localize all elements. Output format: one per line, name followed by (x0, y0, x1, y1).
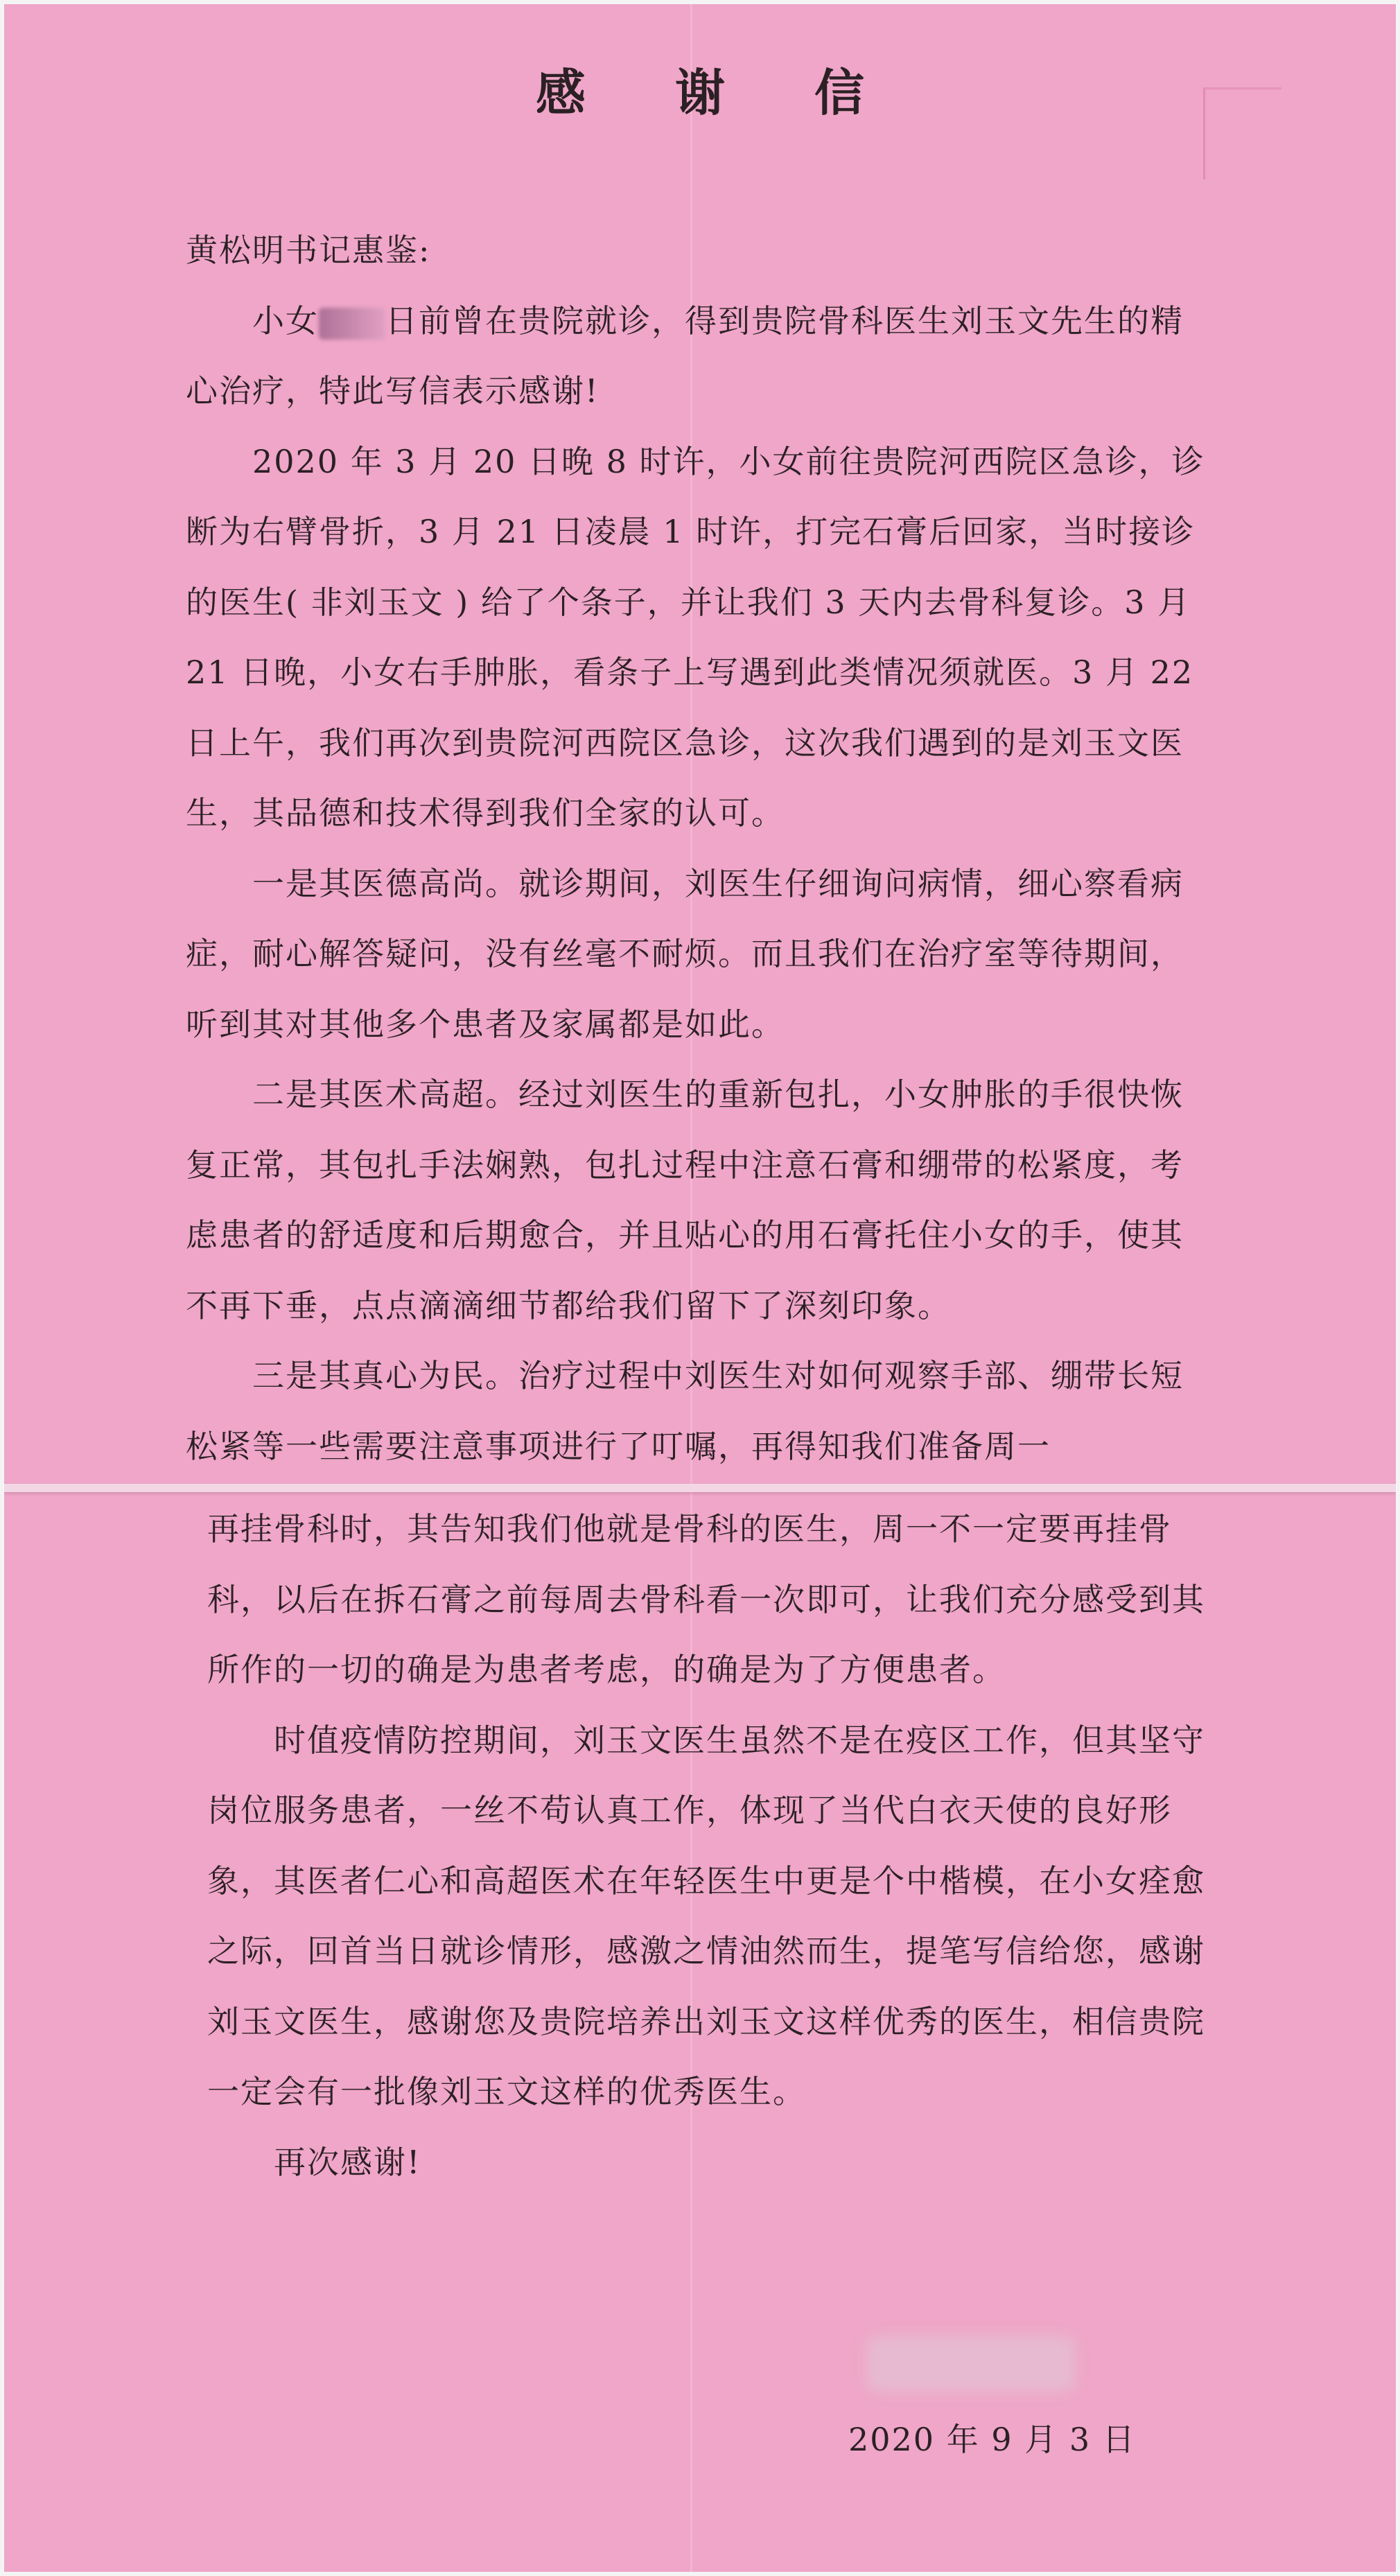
letter-body-upper (186, 216, 1211, 1482)
paragraph-intro-start: 小女 (252, 301, 319, 340)
paragraph-dedication: 三是其真心为民。治疗过程中刘医生对如何观察手部、绷带长短松紧等一些需要注意事项进行了叮嘱，再得知我们准备周一 (186, 1357, 1184, 1465)
paragraph-skill: 二是其医术高超。经过刘医生的重新包扎，小女肿胀的手很快恢复正常，其包扎手法娴熟，包扎过程中注意石膏和绷带的松紧度，考虑患者的舒适度和后期愈合，并且贴心的用石膏托住小女的手，使其不再下垂，点点滴滴细节都给我们留下了深刻印象。 (186, 1076, 1184, 1324)
letter-date: 2020 年 9 月 3 日 (848, 2421, 1136, 2458)
letter-body-lower (207, 1494, 1233, 2198)
letter-title: 感 谢 信 (535, 64, 901, 122)
redacted-name (319, 308, 385, 340)
paper-fold-horizontal (4, 1484, 1396, 1492)
paragraph-ethics: 一是其医德高尚。就诊期间，刘医生仔细询问病情，细心察看病症，耐心解答疑问，没有丝毫不耐烦。而且我们在治疗室等待期间，听到其对其他多个患者及家属都是如此。 (186, 864, 1184, 1043)
paragraph-visit: 2020 年 3 月 20 日晚 8 时许，小女前往贵院河西院区急诊，诊断为右臂骨折，3 月 21 日凌晨 1 时许，打完石膏后回家，当时接诊的医生( 非刘玉文 ) 给了个条子，并让我们 3 天内去骨科复诊。3 月 21 日晚，小女右手肿胀，看条子上写遇到此类情况须就医。3 月 22 日上午，我们再次到贵院河西院区急诊，这次我们遇到的是刘玉文医生，其品德和技术得到我们全家的认可。 (186, 442, 1205, 832)
paragraph-epidemic: 时值疫情防控期间，刘玉文医生虽然不是在疫区工作，但其坚守岗位服务患者，一丝不苟认真工作，体现了当代白衣天使的良好形象，其医者仁心和高超医术在年轻医生中更是个中楷模，在小女痊愈之际，回首当日就诊情形，感激之情油然而生，提笔写信给您，感谢刘玉文医生，感谢您及贵院培养出刘玉文这样优秀的医生，相信贵院一定会有一批像刘玉文这样的优秀医生。 (207, 1721, 1205, 2110)
paragraph-dedication-continued: 再挂骨科时，其告知我们他就是骨科的医生，周一不一定要再挂骨科，以后在拆石膏之前每周去骨科看一次即可，让我们充分感受到其所作的一切的确是为患者考虑，的确是为了方便患者。 (207, 1510, 1205, 1688)
redacted-signature (867, 2336, 1075, 2392)
salutation: 黄松明书记惠鉴: (186, 231, 431, 269)
paragraph-intro-rest: 日前曾在贵院就诊，得到贵院骨科医生刘玉文先生的精心治疗，特此写信表示感谢! (186, 301, 1184, 410)
paragraph-intro (186, 286, 1211, 427)
closing-thanks: 再次感谢! (274, 2143, 421, 2181)
